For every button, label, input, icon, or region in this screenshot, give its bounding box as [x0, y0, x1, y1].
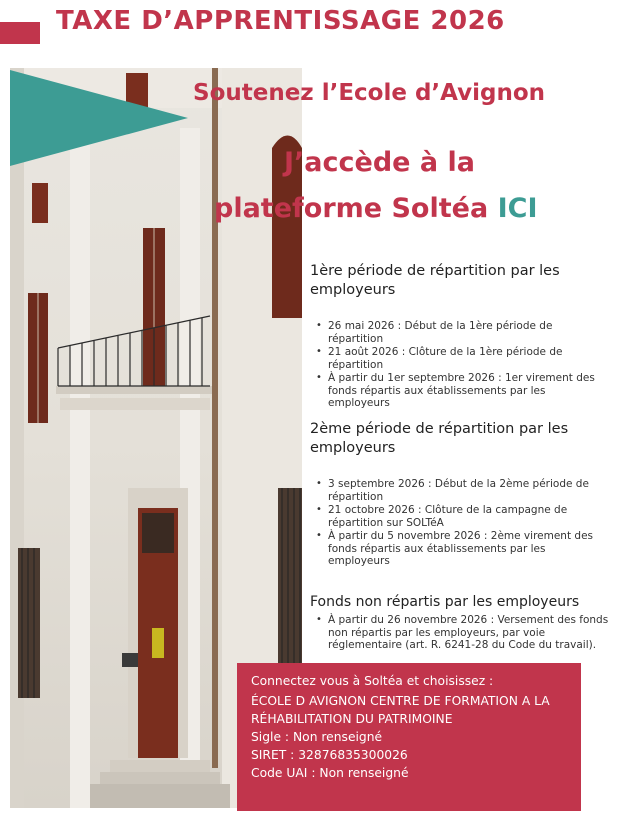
cta-line-1: J’accède à la: [284, 147, 475, 178]
page-title: TAXE D’APPRENTISSAGE 2026: [56, 6, 505, 36]
list-item: • 3 septembre 2026 : Début de la 2ème période de répartition: [310, 478, 610, 503]
unallocated-heading: Fonds non répartis par les employeurs: [310, 594, 580, 610]
uai-code-value: Code UAI : Non renseigné: [251, 766, 409, 780]
school-name-line-1: ÉCOLE D AVIGNON CENTRE DE FORMATION A LA: [251, 694, 550, 708]
list-item: • 21 octobre 2026 : Clôture de la campagne de répartition sur SOLTéA: [310, 504, 610, 529]
period-2-section: [310, 420, 610, 569]
list-item: • À partir du 26 novembre 2026 : Versement des fonds non répartis par les employeurs, par voie réglementaire (art. R. 6241-28 du Code du travail).: [310, 614, 610, 652]
connect-intro: Connectez vous à Soltéa et choisissez :: [251, 674, 494, 688]
siret-value: SIRET : 32876835300026: [251, 748, 408, 762]
connect-info-box: [237, 663, 581, 811]
soltea-call-to-action[interactable]: [214, 140, 624, 232]
ici-link[interactable]: ICI: [497, 193, 538, 224]
subtitle: Soutenez l’Ecole d’Avignon: [193, 80, 546, 106]
period-2-list: [310, 478, 610, 568]
title-accent-bar: [0, 22, 40, 44]
list-item: • 21 août 2026 : Clôture de la 1ère période de répartition: [310, 346, 610, 371]
unallocated-list: [310, 614, 610, 652]
list-item: • À partir du 1er septembre 2026 : 1er virement des fonds répartis aux établissements par les employeurs: [310, 372, 610, 410]
teal-triangle-decoration: [10, 70, 188, 166]
school-name-line-2: RÉHABILITATION DU PATRIMOINE: [251, 712, 453, 726]
period-1-list: [310, 320, 610, 410]
list-item: • 26 mai 2026 : Début de la 1ère période de répartition: [310, 320, 610, 345]
period-1-heading: 1ère période de répartition par les employeurs: [310, 263, 560, 298]
list-item: • À partir du 5 novembre 2026 : 2ème virement des fonds répartis aux établissements par les employeurs: [310, 530, 610, 568]
cta-line-2: plateforme Soltéa: [214, 193, 489, 224]
sigle-value: Sigle : Non renseigné: [251, 730, 383, 744]
period-1-section: [310, 262, 610, 411]
unallocated-funds-section: [310, 593, 610, 653]
period-2-heading: 2ème période de répartition par les employeurs: [310, 421, 569, 456]
